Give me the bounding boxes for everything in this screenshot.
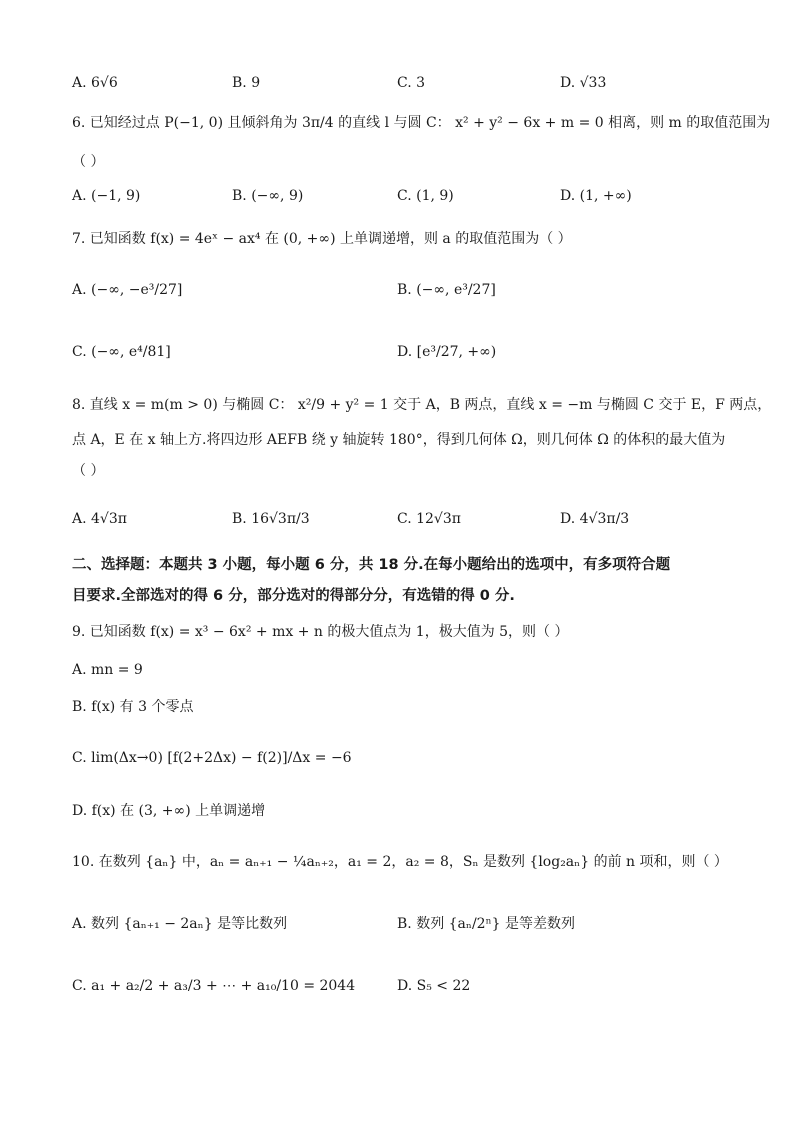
q8-option-c: C. 12√3π xyxy=(397,511,461,527)
q5-option-d: D. √33 xyxy=(560,75,607,91)
q6-option-a: A. (−1, 9) xyxy=(72,188,141,204)
q10-option-a: A. 数列 {aₙ₊₁ − 2aₙ} 是等比数列 xyxy=(72,916,288,932)
q5-option-a: A. 6√6 xyxy=(72,75,118,91)
q5-option-b: B. 9 xyxy=(232,75,261,91)
q6-stem-line2: （ ） xyxy=(72,154,105,170)
q10-option-b: B. 数列 {aₙ/2ⁿ} 是等差数列 xyxy=(397,916,575,932)
q8-stem-line3: （ ） xyxy=(72,463,105,479)
q5-option-c: C. 3 xyxy=(397,75,426,91)
q8-stem-line2: 点 A，E 在 x 轴上方.将四边形 AEFB 绕 y 轴旋转 180°，得到几何体 Ω，则几何体 Ω 的体积的最大值为 xyxy=(72,432,726,448)
q7-option-a: A. (−∞, −e³/27] xyxy=(72,282,183,298)
q9-option-d: D. f(x) 在 (3, +∞) 上单调递增 xyxy=(72,803,266,819)
q7-option-c: C. (−∞, e⁴/81] xyxy=(72,344,171,360)
q9-option-a: A. mn = 9 xyxy=(72,662,143,678)
q9-stem: 9. 已知函数 f(x) = x³ − 6x² + mx + n 的极大值点为 1，极大值为 5，则（ ） xyxy=(72,624,569,640)
q9-option-b: B. f(x) 有 3 个零点 xyxy=(72,699,194,715)
q8-option-d: D. 4√3π/3 xyxy=(560,511,630,527)
q6-option-b: B. (−∞, 9) xyxy=(232,188,304,204)
q10-stem: 10. 在数列 {aₙ} 中，aₙ = aₙ₊₁ − ¼aₙ₊₂，a₁ = 2，a₂ = 8，Sₙ 是数列 {log₂aₙ} 的前 n 项和，则（ ） xyxy=(72,854,728,870)
q8-option-b: B. 16√3π/3 xyxy=(232,511,310,527)
q10-option-d: D. S₅ < 22 xyxy=(397,978,471,994)
q6-option-c: C. (1, 9) xyxy=(397,188,454,204)
q10-option-c: C. a₁ + a₂/2 + a₃/3 + ⋯ + a₁₀/10 = 2044 xyxy=(72,978,356,994)
q8-stem-line1: 8. 直线 x = m(m > 0) 与椭圆 C： x²/9 + y² = 1 交于 A，B 两点，直线 x = −m 与椭圆 C 交于 E，F 两点， xyxy=(72,397,772,413)
q9-option-c: C. lim(Δx→0) [f(2+2Δx) − f(2)]/Δx = −6 xyxy=(72,750,352,766)
q6-stem-line1: 6. 已知经过点 P(−1, 0) 且倾斜角为 3π/4 的直线 l 与圆 C： x² + y² − 6x + m = 0 相离，则 m 的取值范围为 xyxy=(72,115,771,131)
q7-option-d: D. [e³/27, +∞) xyxy=(397,344,497,360)
q7-stem: 7. 已知函数 f(x) = 4eˣ − ax⁴ 在 (0, +∞) 上单调递增，则 a 的取值范围为（ ） xyxy=(72,231,572,247)
q8-option-a: A. 4√3π xyxy=(72,511,127,527)
q7-option-b: B. (−∞, e³/27] xyxy=(397,282,496,298)
section2-heading-line1: 二、选择题：本题共 3 小题，每小题 6 分，共 18 分.在每小题给出的选项中，有多项符合题 xyxy=(72,557,671,573)
q6-option-d: D. (1, +∞) xyxy=(560,188,632,204)
section2-heading-line2: 目要求.全部选对的得 6 分，部分选对的得部分分，有选错的得 0 分. xyxy=(72,588,515,604)
